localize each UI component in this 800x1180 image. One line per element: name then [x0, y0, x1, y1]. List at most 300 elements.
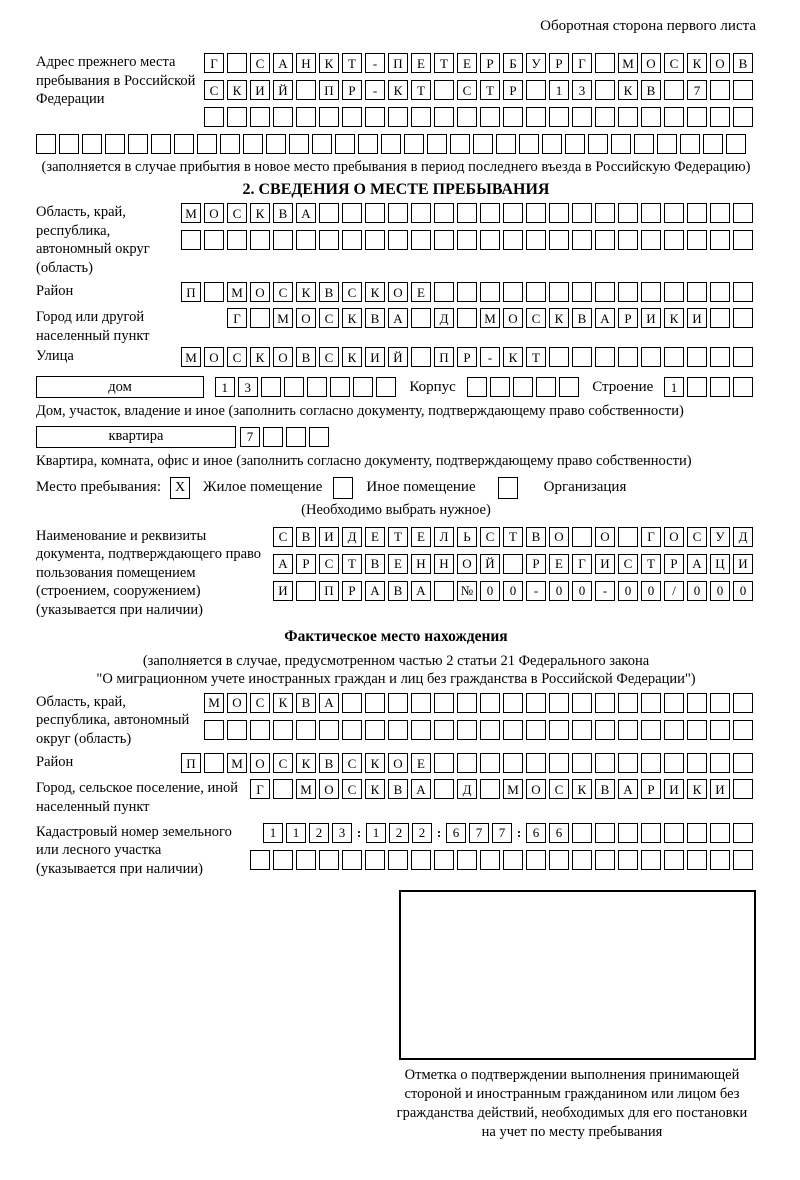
char-cell-empty[interactable] [549, 230, 569, 250]
char-cell[interactable]: В [595, 779, 615, 799]
char-cell[interactable]: В [296, 347, 316, 367]
char-cell[interactable]: Е [411, 753, 431, 773]
char-cell-empty[interactable] [687, 720, 707, 740]
char-cell[interactable]: К [687, 53, 707, 73]
char-cell-empty[interactable] [307, 377, 327, 397]
char-cell-empty[interactable] [250, 720, 270, 740]
char-cell[interactable]: Е [411, 53, 431, 73]
char-cell[interactable]: А [296, 203, 316, 223]
char-cell-empty[interactable] [266, 134, 286, 154]
char-cell-empty[interactable] [457, 720, 477, 740]
char-cell-empty[interactable] [618, 107, 638, 127]
char-cell[interactable]: К [572, 779, 592, 799]
char-cell-empty[interactable] [710, 377, 730, 397]
char-cell-empty[interactable] [572, 203, 592, 223]
char-cell-empty[interactable] [411, 720, 431, 740]
char-cell[interactable]: В [641, 80, 661, 100]
char-cell[interactable]: Е [457, 53, 477, 73]
char-cell-empty[interactable] [319, 107, 339, 127]
char-cell[interactable]: Д [733, 527, 753, 547]
char-cell[interactable]: О [664, 527, 684, 547]
char-cell-empty[interactable] [434, 581, 454, 601]
char-cell[interactable]: С [618, 554, 638, 574]
char-cell[interactable]: К [273, 693, 293, 713]
char-cell[interactable]: О [319, 779, 339, 799]
char-cell-empty[interactable] [457, 693, 477, 713]
char-cell-empty[interactable] [710, 80, 730, 100]
char-cell-empty[interactable] [733, 850, 753, 870]
char-cell[interactable]: С [342, 282, 362, 302]
char-cell[interactable]: И [250, 80, 270, 100]
char-cell-empty[interactable] [273, 107, 293, 127]
char-cell-empty[interactable] [526, 80, 546, 100]
char-cell[interactable]: 3 [572, 80, 592, 100]
char-cell-empty[interactable] [733, 203, 753, 223]
char-cell[interactable]: С [273, 527, 293, 547]
char-cell-empty[interactable] [273, 850, 293, 870]
char-cell[interactable]: Т [434, 53, 454, 73]
char-cell-empty[interactable] [503, 850, 523, 870]
char-cell[interactable]: С [319, 347, 339, 367]
char-cell-empty[interactable] [480, 720, 500, 740]
char-cell-empty[interactable] [457, 308, 477, 328]
char-cell-empty[interactable] [480, 282, 500, 302]
char-cell[interactable]: Л [434, 527, 454, 547]
char-cell-empty[interactable] [312, 134, 332, 154]
char-cell-empty[interactable] [342, 720, 362, 740]
char-cell[interactable]: 7 [469, 823, 489, 843]
char-cell-empty[interactable] [250, 308, 270, 328]
checkbox-organization[interactable] [498, 477, 518, 499]
char-cell[interactable]: В [388, 581, 408, 601]
char-cell-empty[interactable] [733, 80, 753, 100]
char-cell-empty[interactable] [250, 850, 270, 870]
char-cell[interactable]: Г [204, 53, 224, 73]
char-cell[interactable]: И [664, 779, 684, 799]
char-cell-empty[interactable] [733, 347, 753, 367]
char-cell-empty[interactable] [710, 753, 730, 773]
char-cell[interactable]: Г [227, 308, 247, 328]
char-cell-empty[interactable] [733, 107, 753, 127]
char-cell-empty[interactable] [434, 720, 454, 740]
char-cell[interactable]: П [319, 80, 339, 100]
char-cell-empty[interactable] [641, 347, 661, 367]
char-cell[interactable]: И [710, 779, 730, 799]
char-cell[interactable]: С [549, 779, 569, 799]
char-cell[interactable]: Р [549, 53, 569, 73]
char-cell-empty[interactable] [595, 230, 615, 250]
char-cell-empty[interactable] [388, 107, 408, 127]
char-cell-empty[interactable] [588, 134, 608, 154]
char-cell[interactable]: Т [411, 80, 431, 100]
char-cell-empty[interactable] [618, 850, 638, 870]
char-cell-empty[interactable] [542, 134, 562, 154]
char-cell-empty[interactable] [335, 134, 355, 154]
char-cell[interactable]: В [319, 753, 339, 773]
char-cell[interactable]: О [388, 282, 408, 302]
char-cell[interactable]: Р [526, 554, 546, 574]
char-cell-empty[interactable] [641, 282, 661, 302]
char-cell[interactable]: О [250, 282, 270, 302]
char-cell[interactable]: 1 [215, 377, 235, 397]
char-cell-empty[interactable] [358, 134, 378, 154]
char-cell[interactable]: В [526, 527, 546, 547]
char-cell[interactable]: 0 [687, 581, 707, 601]
char-cell[interactable]: Т [641, 554, 661, 574]
char-cell-empty[interactable] [503, 753, 523, 773]
char-cell[interactable]: Р [457, 347, 477, 367]
char-cell[interactable]: А [388, 308, 408, 328]
char-cell-empty[interactable] [572, 753, 592, 773]
char-cell[interactable]: Р [296, 554, 316, 574]
char-cell[interactable]: М [204, 693, 224, 713]
char-cell[interactable]: В [365, 554, 385, 574]
char-cell-empty[interactable] [733, 282, 753, 302]
char-cell[interactable]: В [319, 282, 339, 302]
char-cell-empty[interactable] [526, 107, 546, 127]
char-cell[interactable]: О [204, 203, 224, 223]
char-cell[interactable]: У [710, 527, 730, 547]
char-cell-empty[interactable] [618, 203, 638, 223]
char-cell[interactable]: В [273, 203, 293, 223]
char-cell[interactable]: П [434, 347, 454, 367]
char-cell-empty[interactable] [434, 230, 454, 250]
char-cell-empty[interactable] [572, 720, 592, 740]
char-cell-empty[interactable] [680, 134, 700, 154]
char-cell[interactable]: - [480, 347, 500, 367]
char-cell-empty[interactable] [204, 230, 224, 250]
char-cell[interactable]: 0 [710, 581, 730, 601]
char-cell-empty[interactable] [641, 823, 661, 843]
char-cell[interactable]: 7 [240, 427, 260, 447]
char-cell-empty[interactable] [733, 377, 753, 397]
char-cell[interactable]: О [710, 53, 730, 73]
char-cell[interactable]: К [296, 753, 316, 773]
char-cell-empty[interactable] [296, 581, 316, 601]
char-cell[interactable]: А [595, 308, 615, 328]
char-cell-empty[interactable] [687, 203, 707, 223]
char-cell-empty[interactable] [526, 753, 546, 773]
char-cell-empty[interactable] [181, 230, 201, 250]
char-cell-empty[interactable] [204, 107, 224, 127]
char-cell-empty[interactable] [710, 203, 730, 223]
char-cell-empty[interactable] [710, 230, 730, 250]
char-cell-empty[interactable] [595, 347, 615, 367]
char-cell-empty[interactable] [733, 753, 753, 773]
char-cell[interactable]: 1 [286, 823, 306, 843]
char-cell[interactable]: К [664, 308, 684, 328]
char-cell-empty[interactable] [480, 779, 500, 799]
char-cell[interactable]: О [549, 527, 569, 547]
char-cell-empty[interactable] [36, 134, 56, 154]
char-cell[interactable]: Т [526, 347, 546, 367]
char-cell-empty[interactable] [381, 134, 401, 154]
char-cell-empty[interactable] [434, 753, 454, 773]
char-cell[interactable]: М [227, 282, 247, 302]
char-cell-empty[interactable] [526, 850, 546, 870]
char-cell-empty[interactable] [733, 308, 753, 328]
char-cell[interactable]: 6 [446, 823, 466, 843]
checkbox-other-premises[interactable] [333, 477, 353, 499]
char-cell-empty[interactable] [664, 107, 684, 127]
char-cell-empty[interactable] [273, 779, 293, 799]
char-cell-empty[interactable] [549, 753, 569, 773]
char-cell[interactable]: К [687, 779, 707, 799]
char-cell-empty[interactable] [710, 282, 730, 302]
char-cell[interactable]: В [572, 308, 592, 328]
char-cell-empty[interactable] [572, 527, 592, 547]
char-cell-empty[interactable] [595, 753, 615, 773]
char-cell[interactable]: К [319, 53, 339, 73]
char-cell-empty[interactable] [457, 282, 477, 302]
char-cell-empty[interactable] [595, 53, 615, 73]
char-cell-empty[interactable] [503, 230, 523, 250]
char-cell[interactable]: 0 [733, 581, 753, 601]
char-cell[interactable]: 0 [480, 581, 500, 601]
char-cell-empty[interactable] [595, 720, 615, 740]
char-cell-empty[interactable] [618, 823, 638, 843]
char-cell[interactable]: В [733, 53, 753, 73]
char-cell-empty[interactable] [263, 427, 283, 447]
char-cell[interactable]: - [526, 581, 546, 601]
char-cell[interactable]: С [319, 554, 339, 574]
char-cell-empty[interactable] [434, 107, 454, 127]
char-cell-empty[interactable] [710, 347, 730, 367]
char-cell-empty[interactable] [549, 282, 569, 302]
char-cell-empty[interactable] [457, 203, 477, 223]
char-cell-empty[interactable] [595, 823, 615, 843]
char-cell-empty[interactable] [687, 850, 707, 870]
char-cell[interactable]: С [664, 53, 684, 73]
char-cell-empty[interactable] [204, 720, 224, 740]
char-cell-empty[interactable] [204, 753, 224, 773]
char-cell[interactable]: С [526, 308, 546, 328]
char-cell-empty[interactable] [480, 693, 500, 713]
char-cell[interactable]: С [250, 693, 270, 713]
char-cell-empty[interactable] [227, 230, 247, 250]
char-cell-empty[interactable] [595, 107, 615, 127]
char-cell-empty[interactable] [641, 230, 661, 250]
char-cell-empty[interactable] [105, 134, 125, 154]
char-cell-empty[interactable] [664, 850, 684, 870]
char-cell[interactable]: К [227, 80, 247, 100]
char-cell-empty[interactable] [664, 282, 684, 302]
char-cell-empty[interactable] [457, 753, 477, 773]
char-cell-empty[interactable] [296, 230, 316, 250]
char-cell-empty[interactable] [664, 753, 684, 773]
char-cell[interactable]: И [595, 554, 615, 574]
char-cell[interactable]: К [250, 347, 270, 367]
char-cell-empty[interactable] [457, 850, 477, 870]
char-cell[interactable]: М [480, 308, 500, 328]
char-cell[interactable]: С [480, 527, 500, 547]
char-cell-empty[interactable] [434, 779, 454, 799]
char-cell[interactable]: П [388, 53, 408, 73]
char-cell-empty[interactable] [434, 850, 454, 870]
char-cell-empty[interactable] [618, 347, 638, 367]
char-cell-empty[interactable] [284, 377, 304, 397]
char-cell[interactable]: Б [503, 53, 523, 73]
char-cell[interactable]: Е [411, 527, 431, 547]
char-cell-empty[interactable] [595, 850, 615, 870]
char-cell-empty[interactable] [434, 203, 454, 223]
char-cell-empty[interactable] [289, 134, 309, 154]
char-cell-empty[interactable] [250, 107, 270, 127]
char-cell[interactable]: С [227, 203, 247, 223]
char-cell[interactable]: О [296, 308, 316, 328]
char-cell[interactable]: О [641, 53, 661, 73]
char-cell-empty[interactable] [572, 823, 592, 843]
char-cell[interactable]: П [319, 581, 339, 601]
char-cell-empty[interactable] [227, 53, 247, 73]
char-cell[interactable]: Р [664, 554, 684, 574]
char-cell-empty[interactable] [503, 693, 523, 713]
char-cell-empty[interactable] [342, 693, 362, 713]
char-cell[interactable]: О [250, 753, 270, 773]
char-cell-empty[interactable] [220, 134, 240, 154]
char-cell[interactable]: А [319, 693, 339, 713]
char-cell-empty[interactable] [641, 753, 661, 773]
char-cell-empty[interactable] [618, 282, 638, 302]
char-cell-empty[interactable] [243, 134, 263, 154]
char-cell-empty[interactable] [296, 107, 316, 127]
char-cell[interactable]: А [687, 554, 707, 574]
char-cell-empty[interactable] [710, 308, 730, 328]
char-cell-empty[interactable] [526, 282, 546, 302]
char-cell-empty[interactable] [411, 203, 431, 223]
char-cell-empty[interactable] [330, 377, 350, 397]
char-cell-empty[interactable] [457, 107, 477, 127]
char-cell[interactable]: Т [503, 527, 523, 547]
char-cell[interactable]: Р [503, 80, 523, 100]
char-cell-empty[interactable] [296, 720, 316, 740]
char-cell[interactable]: Й [480, 554, 500, 574]
char-cell-empty[interactable] [618, 753, 638, 773]
char-cell[interactable]: К [250, 203, 270, 223]
char-cell-empty[interactable] [353, 377, 373, 397]
char-cell-empty[interactable] [503, 107, 523, 127]
char-cell[interactable]: 0 [549, 581, 569, 601]
char-cell[interactable]: М [181, 347, 201, 367]
char-cell-empty[interactable] [618, 720, 638, 740]
char-cell-empty[interactable] [480, 230, 500, 250]
char-cell-empty[interactable] [618, 693, 638, 713]
char-cell-empty[interactable] [710, 693, 730, 713]
char-cell[interactable]: № [457, 581, 477, 601]
char-cell-empty[interactable] [365, 107, 385, 127]
char-cell[interactable]: 6 [549, 823, 569, 843]
char-cell-empty[interactable] [549, 720, 569, 740]
char-cell-empty[interactable] [733, 823, 753, 843]
char-cell-empty[interactable] [595, 203, 615, 223]
char-cell-empty[interactable] [82, 134, 102, 154]
char-cell-empty[interactable] [197, 134, 217, 154]
char-cell[interactable]: С [227, 347, 247, 367]
char-cell[interactable]: М [227, 753, 247, 773]
char-cell[interactable]: И [687, 308, 707, 328]
char-cell[interactable]: Т [342, 554, 362, 574]
char-cell-empty[interactable] [427, 134, 447, 154]
char-cell[interactable]: Е [411, 282, 431, 302]
char-cell[interactable]: С [204, 80, 224, 100]
char-cell-empty[interactable] [687, 230, 707, 250]
char-cell-empty[interactable] [526, 720, 546, 740]
char-cell[interactable]: Р [480, 53, 500, 73]
char-cell-empty[interactable] [365, 850, 385, 870]
char-cell-empty[interactable] [641, 203, 661, 223]
char-cell[interactable]: К [549, 308, 569, 328]
char-cell[interactable]: К [503, 347, 523, 367]
char-cell[interactable]: Й [273, 80, 293, 100]
char-cell-empty[interactable] [687, 347, 707, 367]
char-cell-empty[interactable] [549, 107, 569, 127]
char-cell[interactable]: А [618, 779, 638, 799]
char-cell-empty[interactable] [595, 80, 615, 100]
char-cell-empty[interactable] [411, 693, 431, 713]
char-cell-empty[interactable] [480, 107, 500, 127]
char-cell[interactable]: С [342, 779, 362, 799]
char-cell-empty[interactable] [388, 850, 408, 870]
char-cell-empty[interactable] [703, 134, 723, 154]
char-cell[interactable]: О [204, 347, 224, 367]
char-cell[interactable]: Р [342, 581, 362, 601]
char-cell-empty[interactable] [490, 377, 510, 397]
char-cell-empty[interactable] [128, 134, 148, 154]
char-cell-empty[interactable] [411, 308, 431, 328]
char-cell-empty[interactable] [733, 693, 753, 713]
char-cell[interactable]: О [388, 753, 408, 773]
char-cell[interactable]: С [342, 753, 362, 773]
char-cell-empty[interactable] [273, 720, 293, 740]
char-cell[interactable]: - [595, 581, 615, 601]
char-cell-empty[interactable] [664, 80, 684, 100]
char-cell[interactable]: 0 [618, 581, 638, 601]
char-cell-empty[interactable] [549, 850, 569, 870]
char-cell-empty[interactable] [59, 134, 79, 154]
char-cell-empty[interactable] [473, 134, 493, 154]
char-cell-empty[interactable] [526, 203, 546, 223]
char-cell[interactable]: О [595, 527, 615, 547]
char-cell-empty[interactable] [641, 720, 661, 740]
char-cell[interactable]: Р [342, 80, 362, 100]
char-cell[interactable]: 1 [263, 823, 283, 843]
char-cell[interactable]: И [733, 554, 753, 574]
char-cell-empty[interactable] [388, 230, 408, 250]
char-cell-empty[interactable] [572, 107, 592, 127]
char-cell-empty[interactable] [434, 80, 454, 100]
char-cell-empty[interactable] [480, 850, 500, 870]
char-cell[interactable]: П [181, 282, 201, 302]
char-cell[interactable]: О [227, 693, 247, 713]
char-cell-empty[interactable] [309, 427, 329, 447]
char-cell[interactable]: М [503, 779, 523, 799]
char-cell-empty[interactable] [365, 203, 385, 223]
char-cell[interactable]: / [664, 581, 684, 601]
char-cell-empty[interactable] [687, 753, 707, 773]
char-cell-empty[interactable] [450, 134, 470, 154]
char-cell[interactable]: К [296, 282, 316, 302]
char-cell[interactable]: Н [434, 554, 454, 574]
char-cell[interactable]: С [457, 80, 477, 100]
char-cell-empty[interactable] [559, 377, 579, 397]
char-cell-empty[interactable] [641, 107, 661, 127]
char-cell[interactable]: Т [480, 80, 500, 100]
char-cell-empty[interactable] [151, 134, 171, 154]
char-cell-empty[interactable] [434, 282, 454, 302]
char-cell[interactable]: К [365, 753, 385, 773]
char-cell-empty[interactable] [376, 377, 396, 397]
char-cell[interactable]: 2 [389, 823, 409, 843]
